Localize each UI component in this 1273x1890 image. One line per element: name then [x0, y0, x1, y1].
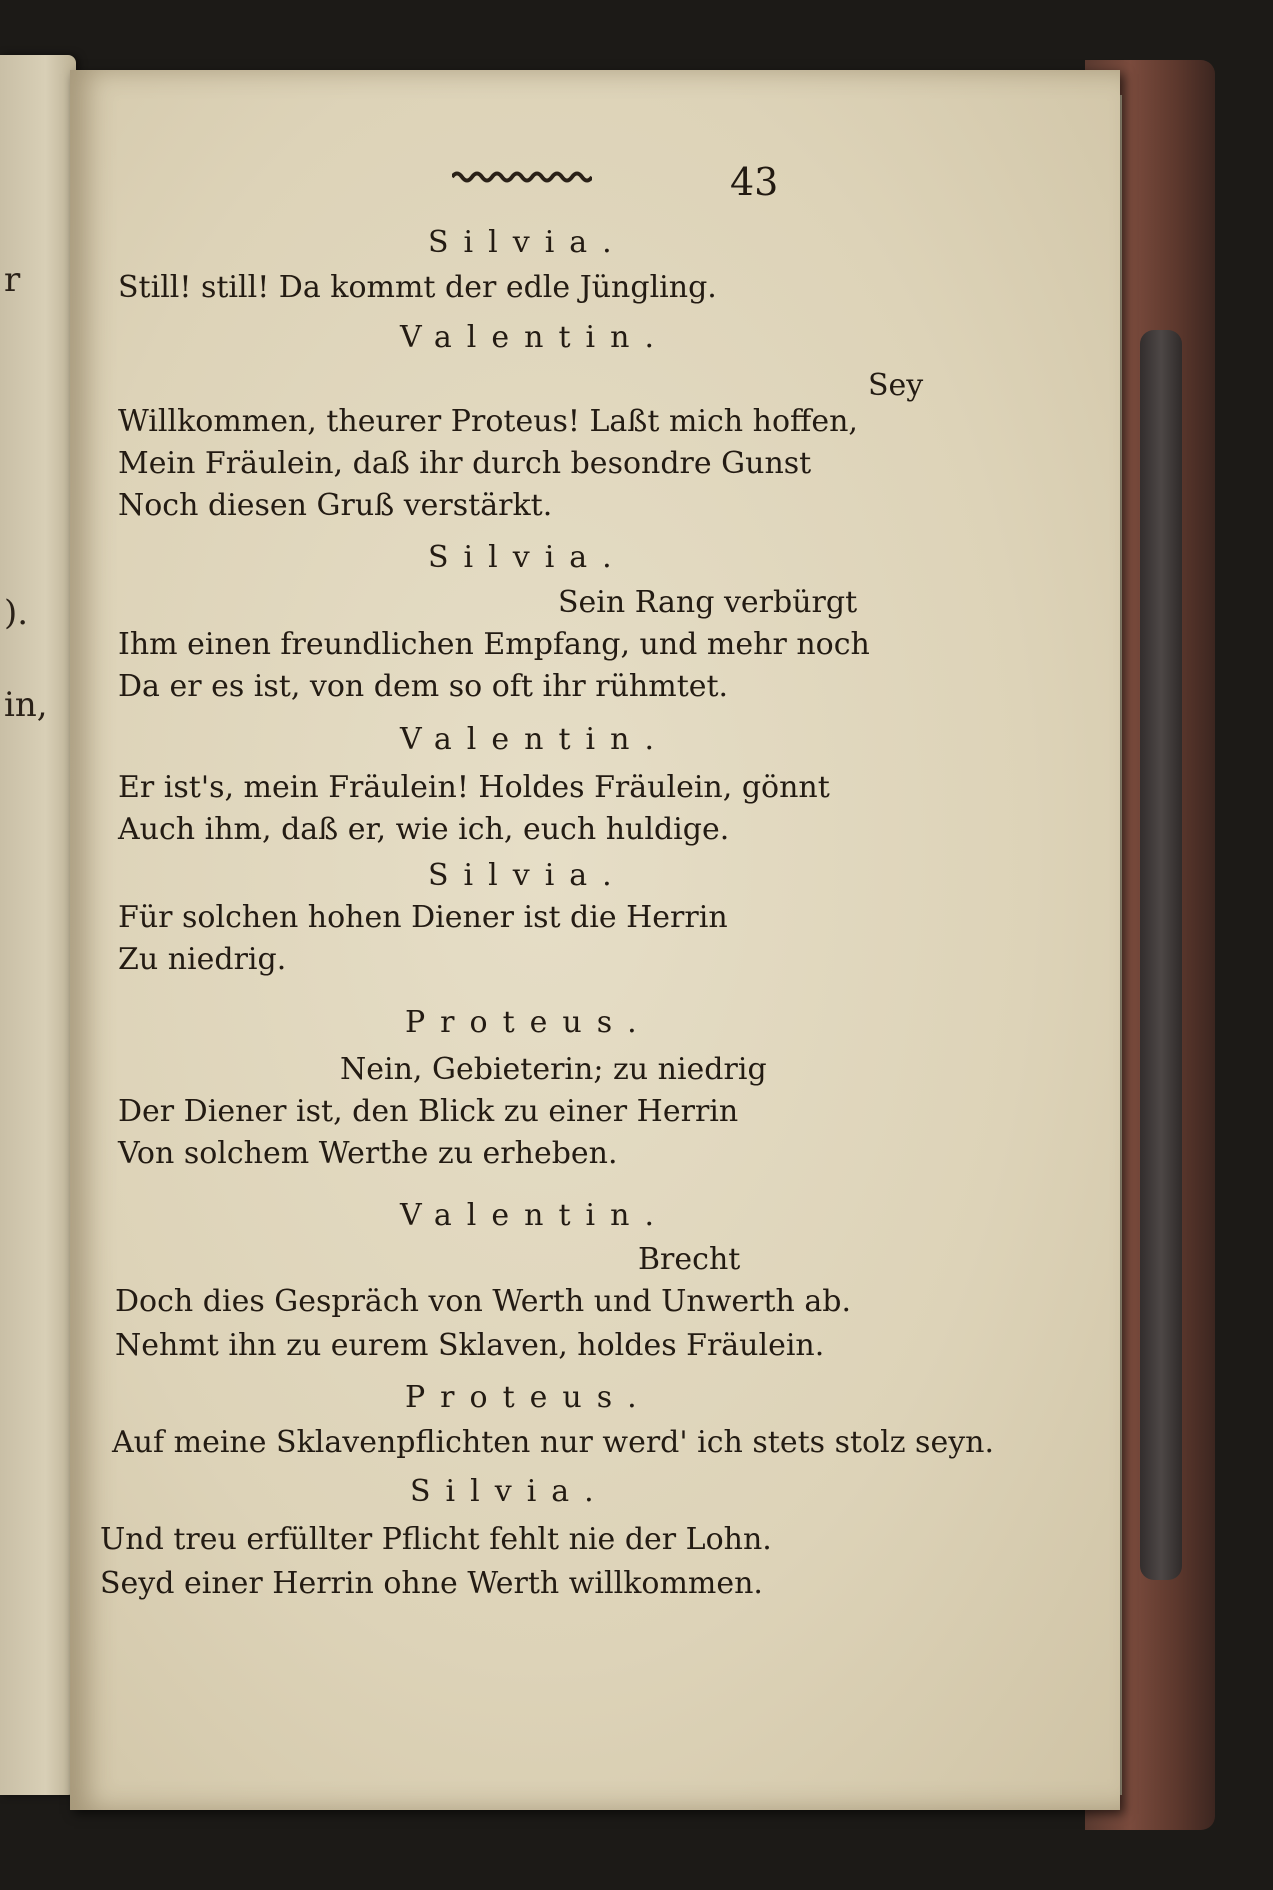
- speaker-name: Proteus.: [405, 1005, 652, 1040]
- speaker-name: Silvia.: [428, 858, 627, 893]
- header-ornament-icon: [452, 170, 592, 184]
- speaker-name: Valentin.: [400, 1198, 669, 1233]
- speaker-name: Valentin.: [400, 320, 669, 355]
- verse-line: Von solchem Werthe zu erheben.: [118, 1136, 618, 1171]
- speaker-name: Silvia.: [428, 225, 627, 260]
- speaker-name: Silvia.: [428, 540, 627, 575]
- page-number: 43: [730, 160, 779, 204]
- verse-line: Sein Rang verbürgt: [558, 585, 858, 620]
- verse-line: Mein Fräulein, daß ihr durch besondre Gunst: [118, 446, 812, 481]
- verse-line: Nein, Gebieterin; zu niedrig: [340, 1052, 767, 1087]
- verse-line: Doch dies Gespräch von Werth und Unwerth ab.: [115, 1284, 852, 1319]
- left-page-fragment: r: [4, 260, 21, 300]
- speaker-name: Proteus.: [405, 1380, 652, 1415]
- verse-line: Zu niedrig.: [118, 942, 287, 977]
- verse-line: Nehmt ihn zu eurem Sklaven, holdes Fräulein.: [115, 1328, 825, 1363]
- verse-line: Der Diener ist, den Blick zu einer Herrin: [118, 1094, 739, 1129]
- verse-line: Auch ihm, daß er, wie ich, euch huldige.: [118, 812, 730, 847]
- verse-line: Willkommen, theurer Proteus! Laßt mich hoffen,: [118, 404, 858, 439]
- verse-line: Brecht: [638, 1242, 741, 1277]
- book-spine-strip: [1140, 330, 1182, 1580]
- verse-line: Sey: [868, 368, 924, 403]
- previous-page-edge: [0, 55, 76, 1795]
- speaker-name: Valentin.: [400, 722, 669, 757]
- left-page-fragment: ).: [4, 593, 29, 633]
- verse-line: Und treu erfüllter Pflicht fehlt nie der Lohn.: [100, 1522, 772, 1557]
- verse-line: Für solchen hohen Diener ist die Herrin: [118, 900, 728, 935]
- verse-line: Noch diesen Gruß verstärkt.: [118, 488, 553, 523]
- verse-line: Still! still! Da kommt der edle Jüngling.: [118, 270, 717, 305]
- left-page-fragment: in,: [4, 685, 48, 725]
- verse-line: Auf meine Sklavenpflichten nur werd' ich stets stolz seyn.: [112, 1425, 994, 1460]
- verse-line: Ihm einen freundlichen Empfang, und mehr noch: [118, 627, 870, 662]
- verse-line: Er ist's, mein Fräulein! Holdes Fräulein, gönnt: [118, 770, 830, 805]
- verse-line: Da er es ist, von dem so oft ihr rühmtet.: [118, 669, 729, 704]
- verse-line: Seyd einer Herrin ohne Werth willkommen.: [100, 1566, 763, 1601]
- speaker-name: Silvia.: [410, 1474, 609, 1509]
- book-page: [70, 70, 1120, 1810]
